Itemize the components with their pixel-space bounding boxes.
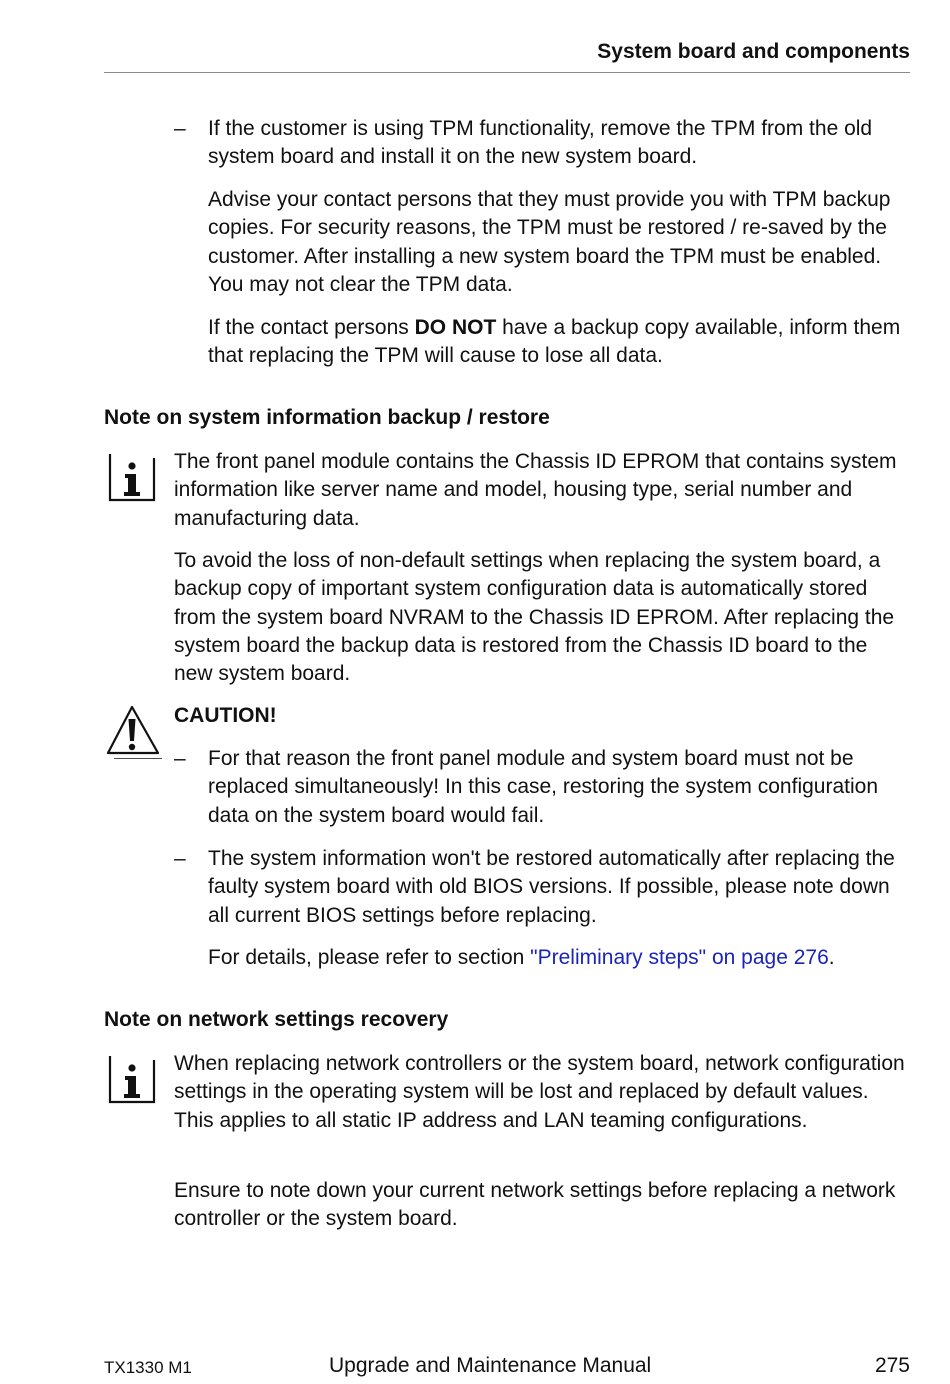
caution-label: CAUTION! <box>174 704 277 727</box>
tpm-contact-paragraph <box>208 314 910 371</box>
footer-model: TX1330 M1 <box>104 1358 192 1377</box>
caution-item-2: The system information won't be restored automatically after replacing the faulty system board with old BIOS versions. If possible, please note down all current BIOS settings before replacing. <box>208 847 895 927</box>
tpm-item: If the customer is using TPM functionality, remove the TPM from the old system board and install it on the new system board. <box>208 117 873 169</box>
network-paragraph-2: Ensure to note down your current network settings before replacing a network controller or the system board. <box>174 1179 896 1231</box>
header-title: System board and components <box>597 40 910 63</box>
caution-bullet-2: – <box>174 847 186 870</box>
caution-item-1: For that reason the front panel module and system board must not be replaced simultaneously! In this case, restoring the system configuration data on the system board would fail. <box>208 747 879 827</box>
tpm-contact-post: have a backup copy available, inform them that replacing the TPM will cause to lose all data. <box>208 316 901 368</box>
footer-page-number: 275 <box>874 1354 910 1377</box>
backup-paragraph-2: To avoid the loss of non-default settings when replacing the system board, a backup copy of important system configuration data is automatically stored from the system board NVRAM to the Chassis ID EPROM. After replacing the system board the backup data is restored from the Chassis ID board to the new system board. <box>174 549 895 686</box>
tpm-bullet: – <box>174 117 186 140</box>
info-icon <box>106 452 158 504</box>
network-section-heading: Note on network settings recovery <box>104 1008 449 1031</box>
details-post: . <box>828 946 835 969</box>
backup-section-heading: Note on system information backup / restore <box>104 406 550 429</box>
footer-manual-title: Upgrade and Maintenance Manual <box>329 1354 652 1377</box>
info-icon <box>106 1054 158 1106</box>
caution-details <box>208 944 910 972</box>
caution-bullet-1: – <box>174 747 186 770</box>
running-header <box>104 36 910 73</box>
tpm-contact-bold: DO NOT <box>414 316 497 339</box>
tpm-advise-paragraph: Advise your contact persons that they must provide you with TPM backup copies. For security reasons, the TPM must be restored / re-saved by the customer. After installing a new system board the TPM must be enabled. You may not clear the TPM data. <box>208 188 891 296</box>
caution-icon <box>104 703 164 759</box>
tpm-contact-pre: If the contact persons <box>208 316 415 339</box>
network-paragraph-1: When replacing network controllers or the system board, network configuration settings in the operating system will be lost and replaced by default values. This applies to all static IP address and LAN teaming configurations. <box>174 1052 905 1132</box>
details-pre: For details, please refer to section <box>208 946 531 969</box>
preliminary-steps-link[interactable]: "Preliminary steps" on page 276 <box>530 946 829 969</box>
backup-paragraph-1: The front panel module contains the Chassis ID EPROM that contains system information like server name and model, housing type, serial number and manufacturing data. <box>174 450 897 530</box>
